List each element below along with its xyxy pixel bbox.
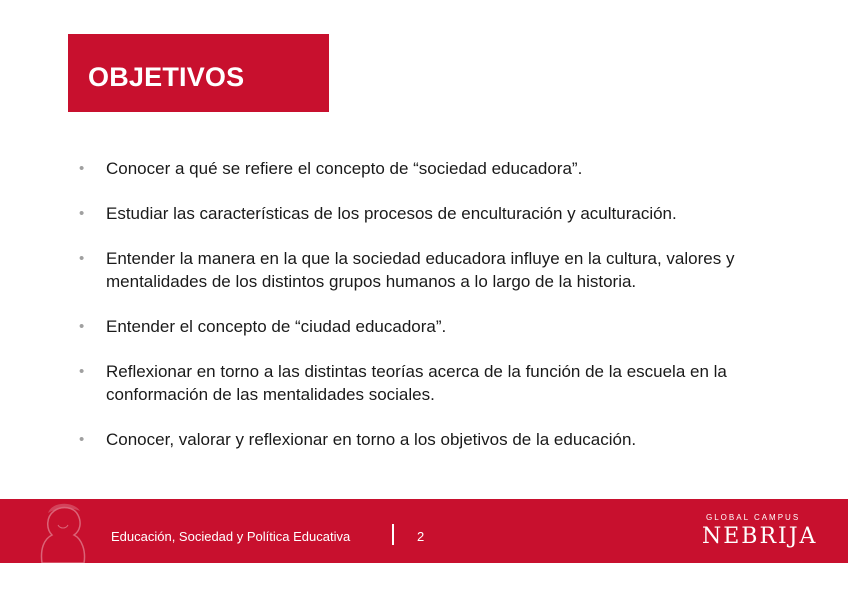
slide-title: OBJETIVOS — [88, 62, 245, 92]
bullet-icon: • — [79, 250, 85, 267]
list-item — [79, 202, 799, 225]
objectives-list — [79, 157, 799, 451]
list-item-text: Estudiar las características de los procesos de enculturación y aculturación. — [106, 204, 677, 223]
bullet-icon: • — [79, 318, 85, 335]
bullet-icon: • — [79, 160, 85, 177]
list-item-text: Conocer a qué se refiere el concepto de “sociedad educadora”. — [106, 159, 583, 178]
brand-subtitle: GLOBAL CAMPUS — [706, 513, 801, 522]
list-item-text: Entender el concepto de “ciudad educadora”. — [106, 317, 447, 336]
title-banner — [68, 34, 329, 112]
bullet-icon: • — [79, 363, 85, 380]
brand-logo: NEBRIJA — [702, 524, 818, 549]
portrait-illustration-icon — [22, 499, 92, 563]
footer-divider — [392, 524, 394, 545]
list-item — [79, 360, 799, 406]
bullet-icon: • — [79, 205, 85, 222]
footer-course-title: Educación, Sociedad y Política Educativa — [111, 529, 351, 544]
list-item-text: Conocer, valorar y reflexionar en torno a los objetivos de la educación. — [106, 430, 637, 449]
list-item — [79, 315, 799, 338]
list-item — [79, 157, 799, 180]
list-item — [79, 247, 799, 293]
list-item-text: Reflexionar en torno a las distintas teorías acerca de la función de la escuela en la conformación de las mentalidades sociales. — [106, 362, 727, 404]
footer-bar — [0, 499, 848, 563]
page-number: 2 — [417, 529, 425, 544]
bullet-icon: • — [79, 431, 85, 448]
list-item — [79, 428, 799, 451]
list-item-text: Entender la manera en la que la sociedad educadora influye en la cultura, valores y mentalidades de los distintos grupos humanos a lo largo de la historia. — [106, 249, 735, 291]
